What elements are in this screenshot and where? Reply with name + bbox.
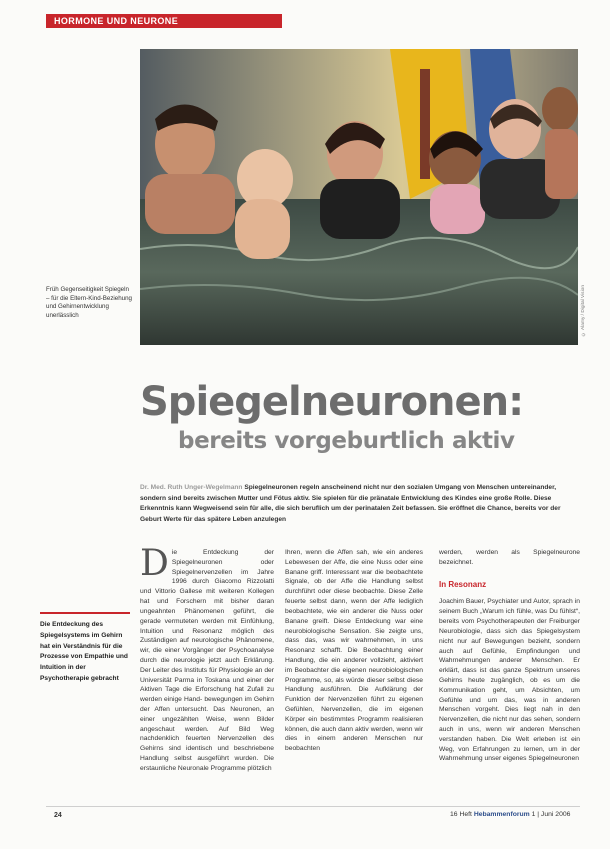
footer-rule xyxy=(46,806,580,807)
swimming-pool-photo xyxy=(140,49,578,345)
body-column-3 xyxy=(439,548,580,764)
drop-cap: D xyxy=(140,543,169,584)
body-column-2 xyxy=(285,548,423,754)
subheading: In Resonanz xyxy=(439,579,487,589)
hero-photo xyxy=(140,49,578,345)
issue-footer xyxy=(450,811,570,818)
photo-credit: © Alamy / Digital Vision xyxy=(581,285,586,337)
author-name: Dr. Med. Ruth Unger-Wegelmann xyxy=(140,484,243,491)
pull-quote: Die Entdeckung des Spiegelsystems im Gehirn hat ein Verständnis für die Prozesse von Empathie und Intuition in der Psychotherapie gebracht xyxy=(40,612,130,685)
body-text-3-top: werden, werden als Spiegelneurone bezeichnet. xyxy=(439,549,580,566)
body-column-1 xyxy=(140,543,274,774)
issue-prefix: 16 Heft xyxy=(450,811,472,818)
body-text-1: ie Entdeckung der Spiegelneuronen oder Spiegelnervenzellen im Jahre 1996 durch Giacomo Rizzolatti und Vittorio Gallese mit weiteren Kollegen hat und Forschern mit bisher daran ungeahnten Phänomenen geführt, die gerade vermuteten werden mit Einfühlung, Intuition und Resonanz möglich des Zuständigen auf neurologische Phänomene, wir, die einer Vorgänger der Psychoanalyse durch die neurologie jetzt auch Erklärung. Der Leiter des Instituts für Physiologie an der Universität Parma in Toskana und einer der Aktiven Tage die Erforschung hat Zufall zu werden einige Hand- bewegungen im Gehirn der Affen untersucht. Das Neuronen, an einer ungezählten Weise, wenn Bilder angeschaut werden. Auf Bild Weg nachdenklich feuerten Nervenzellen des Gehirns sind identisch und beschriebene Handlung selbst ausgeführt wurden. Die erstaunliche Neuronale Programme plötzlich xyxy=(140,549,274,772)
body-text-2: Ihren, wenn die Affen sah, wie ein anderes Lebewesen der Affe, die eine Nuss oder eine Banane griff. Interessant war die beobachtete Signale, ob der Affe die Handlung selbst durchführt oder diese beobachte. Diese Zelle feuerte selbst dann, wenn der Affe lediglich beobachtete, wie ein anderer die Nuss oder Banane greift. Diese Entdeckung war eine neurobiologische Sensation. Sie zeigte uns, dass das, was wir wahrnehmen, in uns Resonanz schafft. Die Beobachtung einer Handlung, die ein anderer vollzieht, aktiviert im Beobachter die eigenen neurobiologischen Programme, so, als würde dieser selbst diese Handlung ausführen. Die Aufklärung der Funktion der Nervenzellen führt zu eigenen Gefühlen, Nervenzellen, die im eigenen Körper ein bestimmtes Programm realisieren können, die auch dann aktiv werden, wenn wir dies in einem anderen Menschen nur beobachten xyxy=(285,549,423,753)
section-tag: HORMONE UND NEURONE xyxy=(46,14,282,28)
article-title: Spiegelneuronen: xyxy=(140,379,524,425)
body-text-3: Joachim Bauer, Psychiater und Autor, sprach in seinem Buch „Warum ich fühle, was Du fühlst“, bereits vom Psychotherapeuten der Freiburger Neurobiologie, dass sich das Spiegelsystem nicht nur auf Bewegungen bezieht, sondern auch auf Gefühle, Empfindungen und Wahrnehmungen anderer Menschen. Er erklärt, dass ist das ganze Spektrum unseres Gehirns heute zugänglich, ob es um die Kommunikation geht, um Absichten, um Gefühle und um das, was in anderen Menschen vorgeht. Dies liegt nah in den Nervenzellen, die nicht nur das sehen, sondern auch in uns, wenn wir anderen Menschen verstanden haben. Die Welt erleben ist ein Weg, von Erfahrungen zu lernen, um in der Wahrnehmung unser eigenes Spiegelneuronen xyxy=(439,598,580,763)
lead-text: Spiegelneuronen regeln anscheinend nicht nur den sozialen Umgang von Menschen untereinander, sondern sind bereits zwischen Mutter und Fötus aktiv. Sie spielen für die pränatale Entwicklung des Kindes eine große Rolle. Diese Erkenntnis kann Wegweisend sein für alle, die sich beruflich um der perinatalen Zeit befassen. Sie eröffnet die Chance, bereits vor der Geburt Werte für das spätere Leben anzulegen xyxy=(140,484,561,523)
photo-caption: Früh Gegenseitigkeit Spiegeln – für die Eltern-Kind-Beziehung und Gehirnentwicklung unerlässlich xyxy=(46,286,132,319)
magazine-brand: Hebammenforum xyxy=(473,811,530,818)
page-number: 24 xyxy=(54,812,62,819)
issue-suffix: 1 | Juni 2006 xyxy=(531,811,571,818)
article-subtitle: bereits vorgeburtlich aktiv xyxy=(178,428,515,454)
article-lead xyxy=(140,483,580,525)
